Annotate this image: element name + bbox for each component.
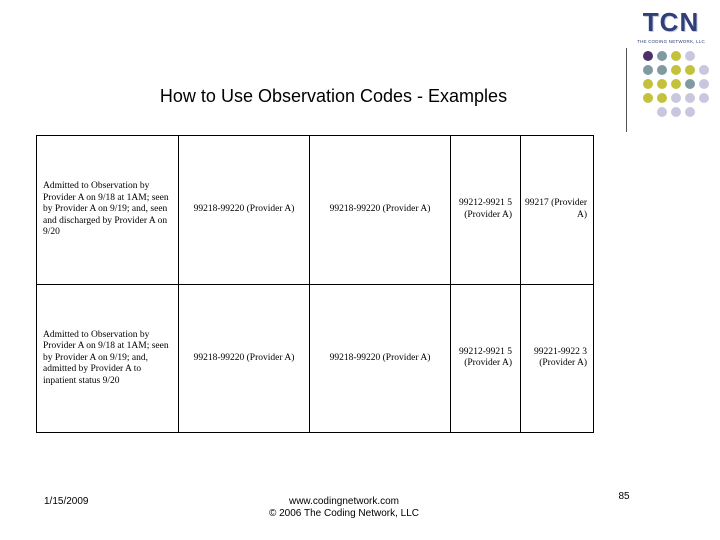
dot: [657, 107, 667, 117]
dot: [671, 51, 681, 61]
code-cell: 99218-99220 (Provider A): [310, 136, 451, 285]
dot: [685, 51, 695, 61]
observation-codes-table: [36, 135, 594, 433]
code-cell: 99218-99220 (Provider A): [310, 284, 451, 433]
dot: [699, 93, 709, 103]
dot: [671, 107, 681, 117]
page-number: 85: [618, 491, 630, 502]
row-description: Admitted to Observation by Provider A on 9/18 at 1AM; seen by Provider A on 9/19; and, seen and discharged by Provider A on 9/20: [37, 136, 179, 285]
dot: [643, 65, 653, 75]
dot: [699, 65, 709, 75]
dot: [685, 79, 695, 89]
dot: [699, 79, 709, 89]
logo-subtitle: THE CODING NETWORK, LLC: [637, 39, 705, 44]
footer-credits: [256, 496, 432, 520]
dot: [671, 93, 681, 103]
dot: [657, 65, 667, 75]
footer-date: 1/15/2009: [44, 496, 89, 507]
footer-copyright: © 2006 The Coding Network, LLC: [268, 508, 420, 519]
code-cell: 99218-99220 (Provider A): [179, 284, 310, 433]
code-cell: 99221-9922 3 (Provider A): [521, 284, 594, 433]
dot-purple: [643, 51, 653, 61]
code-cell: 99212-9921 5 (Provider A): [451, 284, 521, 433]
code-cell: 99212-9921 5 (Provider A): [451, 136, 521, 285]
code-cell: 99218-99220 (Provider A): [179, 136, 310, 285]
dot: [685, 107, 695, 117]
dot: [685, 65, 695, 75]
footer-website[interactable]: www.codingnetwork.com: [288, 496, 400, 507]
dot: [657, 51, 667, 61]
company-logo: [632, 8, 710, 48]
dot: [671, 79, 681, 89]
dot: [685, 93, 695, 103]
table-row: [37, 284, 594, 433]
row-description: Admitted to Observation by Provider A on 9/18 at 1AM; seen by Provider A on 9/19; and, admitted by Provider A to inpatient status 9/20: [37, 284, 179, 433]
slide-title: How to Use Observation Codes - Examples: [159, 86, 508, 106]
code-cell: 99217 (Provider A): [521, 136, 594, 285]
logo-text: TCN: [642, 7, 700, 37]
table-row: [37, 136, 594, 285]
dot: [671, 65, 681, 75]
